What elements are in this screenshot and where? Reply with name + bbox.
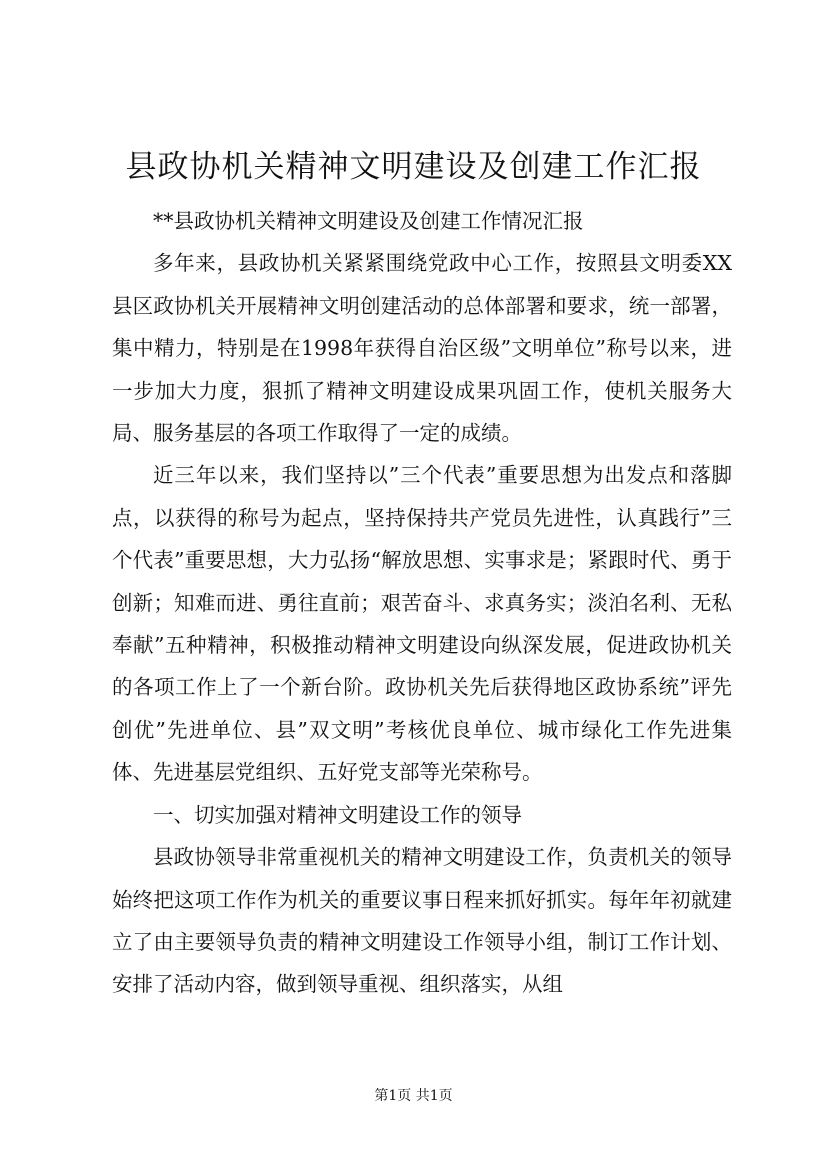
body-paragraph: 近三年以来，我们坚持以”三个代表”重要思想为出发点和落脚点，以获得的称号为起点，坚持保持共产党员先进性，认真践行”三个代表”重要思想，大力弘扬“解放思想、实事求是；紧跟时代、勇于创新；知难而进、勇往直前；艰苦奋斗、求真务实；淡泊名利、无私奉献”五种精神，积极推动精神文明建设向纵深发展，促进政协机关的各项工作上了一个新台阶。政协机关先后获得地区政协系统”评先创优”先进单位、县”双文明”考核优良单位、城市绿化工作先进集体、先进基层党组织、五好党支部等光荣称号。 bbox=[112, 463, 732, 785]
body-paragraph: 县政协领导非常重视机关的精神文明建设工作，负责机关的领导始终把这项工作作为机关的重要议事日程来抓好抓实。每年年初就建立了由主要领导负责的精神文明建设工作领导小组，制订工作计划、安排了活动内容，做到领导重视、组织落实，从组 bbox=[112, 845, 732, 997]
page-number-footer: 第1页 共1页 bbox=[374, 1088, 453, 1104]
section-heading: 一、切实加强对精神文明建设工作的领导 bbox=[153, 802, 522, 827]
subtitle-paragraph: **县政协机关精神文明建设及创建工作情况汇报 bbox=[153, 209, 584, 233]
document-body bbox=[112, 200, 732, 1006]
document-title: 县政协机关精神文明建设及创建工作汇报 bbox=[125, 149, 702, 185]
body-paragraph: 多年来，县政协机关紧紧围绕党政中心工作，按照县文明委XX县区政协机关开展精神文明创建活动的总体部署和要求，统一部署，集中精力，特别是在1998年获得自治区级”文明单位”称号以来，进一步加大力度，狠抓了精神文明建设成果巩固工作，使机关服务大局、服务基层的各项工作取得了一定的成绩。 bbox=[112, 251, 732, 446]
